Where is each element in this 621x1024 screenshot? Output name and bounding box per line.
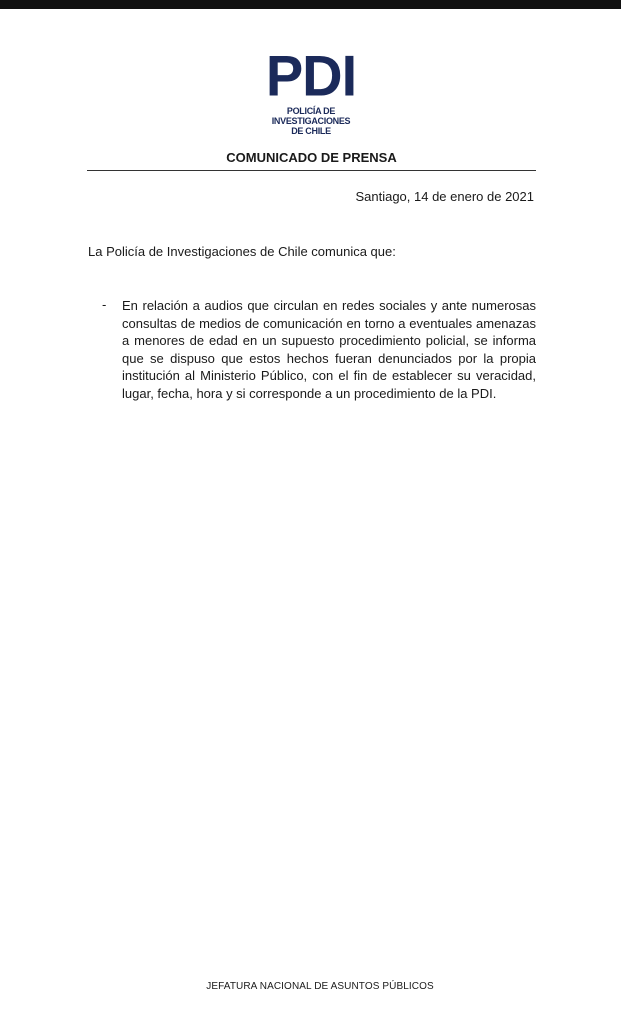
top-status-bar (0, 0, 621, 9)
bullet-paragraph: En relación a audios que circulan en redes sociales y ante numerosas consultas de medios de comunicación en torno a eventuales amenazas a menores de edad en un supuesto procedimiento policial, se informa que se dispuso que estos hechos fueran denunciados por la propia institución al Ministerio Público, con el fin de establecer su veracidad, lugar, fecha, hora y si corresponde a un procedimiento de la PDI. (122, 298, 536, 401)
document-heading: COMUNICADO DE PRENSA (226, 150, 397, 165)
heading-underline (87, 170, 536, 171)
logo-subtitle-line1: POLICÍA DE INVESTIGACIONES (271, 106, 351, 126)
logo-mark: PDI (265, 43, 357, 108)
document-date: Santiago, 14 de enero de 2021 (355, 189, 534, 204)
logo-subtitle-line2: DE CHILE (291, 126, 331, 136)
pdi-logo (258, 43, 364, 136)
bullet-marker: - (102, 297, 107, 312)
footer-text: JEFATURA NACIONAL DE ASUNTOS PÚBLICOS (206, 981, 434, 992)
intro-paragraph: La Policía de Investigaciones de Chile comunica que: (88, 244, 396, 259)
